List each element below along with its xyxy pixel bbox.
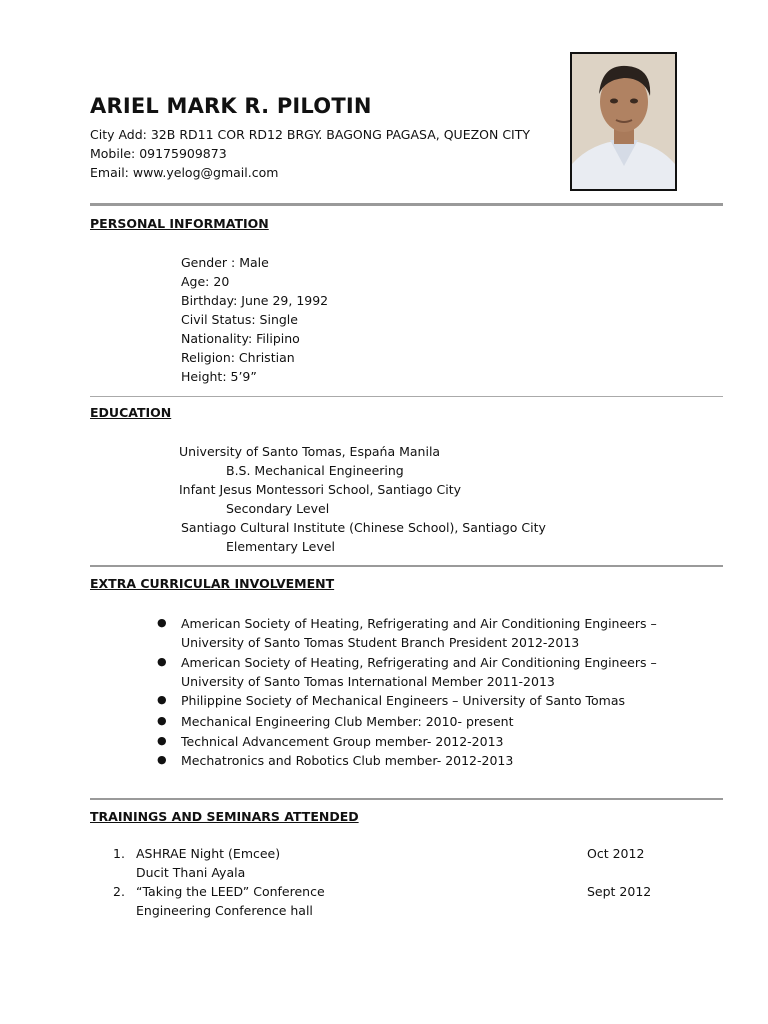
extra-item-continued: University of Santo Tomas International Member 2011-2013	[181, 674, 555, 689]
training-number: 2.	[113, 884, 125, 899]
training-venue: Engineering Conference hall	[136, 903, 313, 918]
section-heading-education: EDUCATION	[90, 405, 172, 420]
training-date: Oct 2012	[587, 846, 645, 861]
extra-item: Philippine Society of Mechanical Engineers – University of Santo Tomas	[181, 693, 626, 708]
personal-religion: Religion: Christian	[181, 350, 295, 365]
personal-height: Height: 5’9”	[181, 369, 257, 384]
education-level: Elementary Level	[226, 539, 335, 554]
education-school: Infant Jesus Montessori School, Santiago City	[179, 482, 462, 497]
training-title: ASHRAE Night (Emcee)	[136, 846, 281, 861]
extra-item-continued: University of Santo Tomas Student Branch President 2012-2013	[181, 635, 580, 650]
personal-birthday: Birthday: June 29, 1992	[181, 293, 329, 308]
email: Email: www.yelog@gmail.com	[90, 165, 279, 180]
mobile: Mobile: 09175909873	[90, 146, 227, 161]
bullet-icon: ●	[157, 693, 167, 706]
profile-photo	[570, 52, 677, 191]
bullet-icon: ●	[157, 734, 167, 747]
extra-item: American Society of Heating, Refrigerating and Air Conditioning Engineers –	[181, 655, 657, 670]
extra-item: Technical Advancement Group member- 2012-2013	[181, 734, 504, 749]
training-date: Sept 2012	[587, 884, 652, 899]
bullet-icon: ●	[157, 753, 167, 766]
divider	[90, 565, 723, 567]
divider	[90, 203, 723, 206]
education-school: Santiago Cultural Institute (Chinese School), Santiago City	[181, 520, 546, 535]
bullet-icon: ●	[157, 714, 167, 727]
extra-item: Mechatronics and Robotics Club member- 2012-2013	[181, 753, 514, 768]
training-title: “Taking the LEED” Conference	[136, 884, 325, 899]
section-heading-trainings: TRAININGS AND SEMINARS ATTENDED	[90, 809, 359, 824]
extra-item: Mechanical Engineering Club Member: 2010- present	[181, 714, 514, 729]
education-level: B.S. Mechanical Engineering	[226, 463, 404, 478]
education-level: Secondary Level	[226, 501, 330, 516]
person-photo-icon	[572, 54, 675, 189]
resume-name: ARIEL MARK R. PILOTIN	[90, 94, 372, 118]
address: City Add: 32B RD11 COR RD12 BRGY. BAGONG PAGASA, QUEZON CITY	[90, 127, 531, 142]
bullet-icon: ●	[157, 616, 167, 629]
training-venue: Ducit Thani Ayala	[136, 865, 246, 880]
personal-civil-status: Civil Status: Single	[181, 312, 298, 327]
divider	[90, 798, 723, 800]
education-school: University of Santo Tomas, Espańa Manila	[179, 444, 441, 459]
personal-gender: Gender : Male	[181, 255, 269, 270]
section-heading-extra: EXTRA CURRICULAR INVOLVEMENT	[90, 576, 335, 591]
extra-item: American Society of Heating, Refrigerating and Air Conditioning Engineers –	[181, 616, 657, 631]
personal-age: Age: 20	[181, 274, 230, 289]
training-number: 1.	[113, 846, 125, 861]
section-heading-personal: PERSONAL INFORMATION	[90, 216, 269, 231]
divider	[90, 396, 723, 397]
personal-nationality: Nationality: Filipino	[181, 331, 300, 346]
bullet-icon: ●	[157, 655, 167, 668]
